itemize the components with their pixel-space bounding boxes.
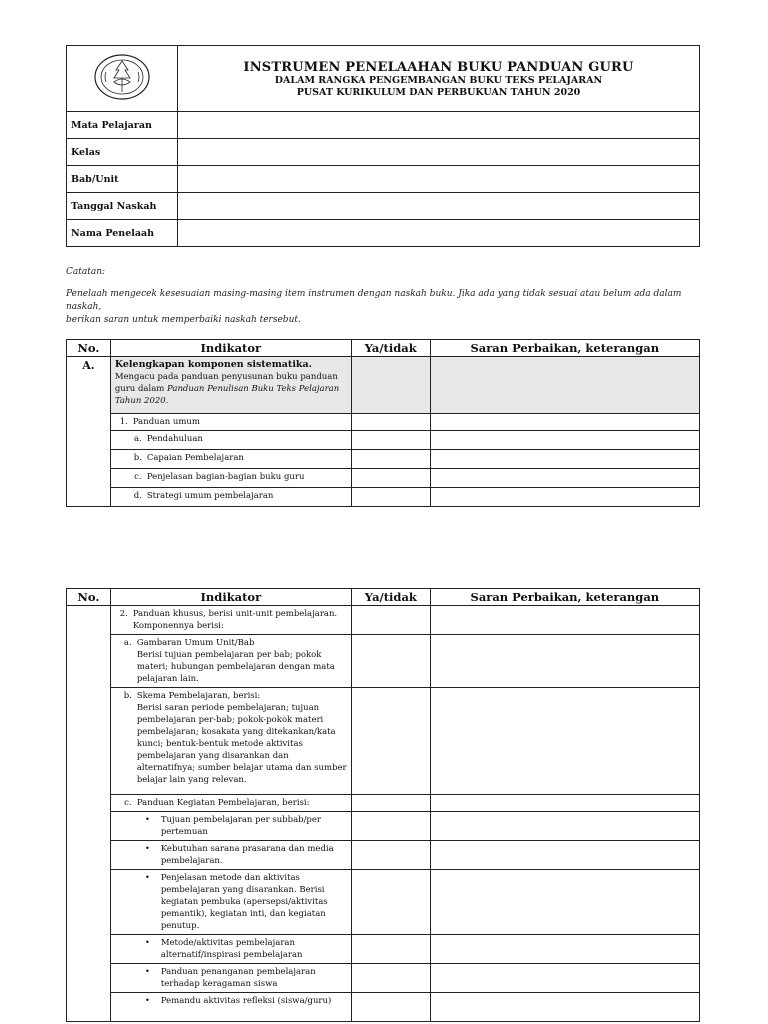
saran-cell[interactable] [430,993,699,1022]
ya-tidak-cell[interactable] [351,431,430,450]
table-row [67,964,700,993]
ya-tidak-cell[interactable] [351,469,430,488]
subitem-strategi: d. Strategi umum pembelajaran [110,488,351,507]
saran-cell[interactable] [430,812,699,841]
title-cell [178,46,700,112]
ya-tidak-cell[interactable] [351,606,430,635]
ya-tidak-cell[interactable] [351,964,430,993]
bullet-icon: • [144,938,150,948]
document-subtitle-2: PUSAT KURIKULUM DAN PERBUKUAN TAHUN 2020 [296,87,581,98]
table-row [67,870,700,935]
ya-tidak-cell[interactable] [351,993,430,1022]
table-header-row [67,589,700,606]
bullet-item: • Panduan penanganan pembelajaran terhadap keragaman siswa [110,964,351,993]
table-row [67,357,700,414]
field-label-tanggal-naskah: Tanggal Naskah [67,193,178,220]
table-row [67,414,700,431]
saran-cell[interactable] [430,870,699,935]
ya-tidak-cell[interactable] [351,635,430,688]
subitem-skema: b. Skema Pembelajaran, berisi: Berisi saran periode pembelajaran; tujuan pembelajaran per-bab; pokok-pokok materi pembelajaran; kosakata yang ditekankan/kata kunci; bentuk-bentuk metode aktivitas pembelajaran yang disarankan dan alternatifnya; sumber belajar utama dan sumber belajar lain yang relevan. [110,688,351,795]
saran-cell[interactable] [430,841,699,870]
section-a-indicator [110,357,351,414]
ya-tidak-cell[interactable] [351,870,430,935]
saran-cell[interactable] [430,606,699,635]
field-label-kelas: Kelas [67,139,178,166]
saran-cell[interactable] [430,935,699,964]
col-header-indikator: Indikator [110,589,351,606]
saran-cell[interactable] [430,635,699,688]
field-value-tanggal-naskah[interactable] [178,193,700,220]
notes-line-1: Penelaah mengecek kesesuaian masing-masing item instrumen dengan naskah buku. Jika ada yang tidak sesuai atau belum ada dalam naskah, [66,289,682,312]
field-label-bab-unit: Bab/Unit [67,166,178,193]
table-row [67,469,700,488]
notes-line-2: berikan saran untuk memperbaiki naskah tersebut. [66,315,301,325]
bullet-icon: • [144,844,150,854]
ya-tidak-cell[interactable] [351,841,430,870]
field-label-nama-penelaah: Nama Penelaah [67,220,178,247]
ya-tidak-cell[interactable] [351,450,430,469]
subitem-gambaran-umum: a. Gambaran Umum Unit/Bab Berisi tujuan pembelajaran per bab; pokok materi; hubungan pembelajaran dengan mata pelajaran lain. [110,635,351,688]
subitem-capaian: b. Capaian Pembelajaran [110,450,351,469]
field-value-mata-pelajaran[interactable] [178,112,700,139]
ya-tidak-cell[interactable] [351,688,430,795]
tut-wuri-handayani-emblem-icon [92,52,152,102]
document-title: INSTRUMEN PENELAAHAN BUKU PANDUAN GURU [243,60,634,75]
saran-cell[interactable] [430,431,699,450]
saran-cell[interactable] [430,414,699,431]
saran-cell[interactable] [430,688,699,795]
table-row [67,812,700,841]
ya-tidak-cell[interactable] [351,488,430,507]
table-row [67,688,700,795]
col-header-no: No. [67,340,111,357]
table-row [67,841,700,870]
notes-body [66,288,716,327]
section-title: Kelengkapan komponen sistematika. [114,359,312,370]
table-row [67,993,700,1022]
section-number: A. [67,357,111,507]
ya-tidak-cell[interactable] [351,935,430,964]
logo-cell [67,46,178,112]
field-value-nama-penelaah[interactable] [178,220,700,247]
section-description: Mengacu pada panduan penyusunan buku panduan guru dalam Panduan Penulisan Buku Teks Pelajaran Tahun 2020. [114,372,340,406]
bullet-item: • Tujuan pembelajaran per subbab/per pertemuan [110,812,351,841]
saran-cell[interactable] [430,357,699,414]
bullet-item: • Metode/aktivitas pembelajaran alternatif/inspirasi pembelajaran [110,935,351,964]
bullet-item: • Penjelasan metode dan aktivitas pembelajaran yang disarankan. Berisi kegiatan pembuka (apersepsi/aktivitas pemantik), kegiatan inti, dan kegiatan penutup. [110,870,351,935]
col-header-saran: Saran Perbaikan, keterangan [430,340,699,357]
indicator-table-1 [66,339,700,507]
ya-tidak-cell[interactable] [351,812,430,841]
table-row [67,431,700,450]
table-row [67,450,700,469]
header-table [66,45,700,247]
notes-heading: Catatan: [66,267,106,277]
bullet-item: • Kebutuhan sarana prasarana dan media pembelajaran. [110,841,351,870]
field-value-kelas[interactable] [178,139,700,166]
bullet-icon: • [144,873,150,883]
col-header-no: No. [67,589,111,606]
bullet-icon: • [144,967,150,977]
col-header-ya-tidak: Ya/tidak [351,340,430,357]
item-panduan-khusus: 2. Panduan khusus, berisi unit-unit pembelajaran. Komponennya berisi: [110,606,351,635]
ya-tidak-cell[interactable] [351,414,430,431]
field-label-mata-pelajaran: Mata Pelajaran [67,112,178,139]
indicator-table-2 [66,588,700,1022]
bullet-icon: • [144,815,150,825]
table-header-row [67,340,700,357]
saran-cell[interactable] [430,469,699,488]
no-cell-empty [67,606,111,1022]
table-row [67,606,700,635]
saran-cell[interactable] [430,450,699,469]
ya-tidak-cell[interactable] [351,357,430,414]
saran-cell[interactable] [430,795,699,812]
saran-cell[interactable] [430,488,699,507]
col-header-saran: Saran Perbaikan, keterangan [430,589,699,606]
bullet-icon: • [144,996,150,1006]
field-value-bab-unit[interactable] [178,166,700,193]
item-panduan-umum: 1. Panduan umum [110,414,351,431]
subitem-pendahuluan: a. Pendahuluan [110,431,351,450]
table-row [67,795,700,812]
col-header-ya-tidak: Ya/tidak [351,589,430,606]
subitem-penjelasan: c. Penjelasan bagian-bagian buku guru [110,469,351,488]
bullet-item: • Pemandu aktivitas refleksi (siswa/guru) [110,993,351,1022]
saran-cell[interactable] [430,964,699,993]
col-header-indikator: Indikator [110,340,351,357]
document-subtitle-1: DALAM RANGKA PENGEMBANGAN BUKU TEKS PELAJARAN [274,75,603,86]
subitem-panduan-kegiatan: c. Panduan Kegiatan Pembelajaran, berisi: [110,795,351,812]
table-row [67,488,700,507]
table-row [67,935,700,964]
table-row [67,635,700,688]
ya-tidak-cell[interactable] [351,795,430,812]
